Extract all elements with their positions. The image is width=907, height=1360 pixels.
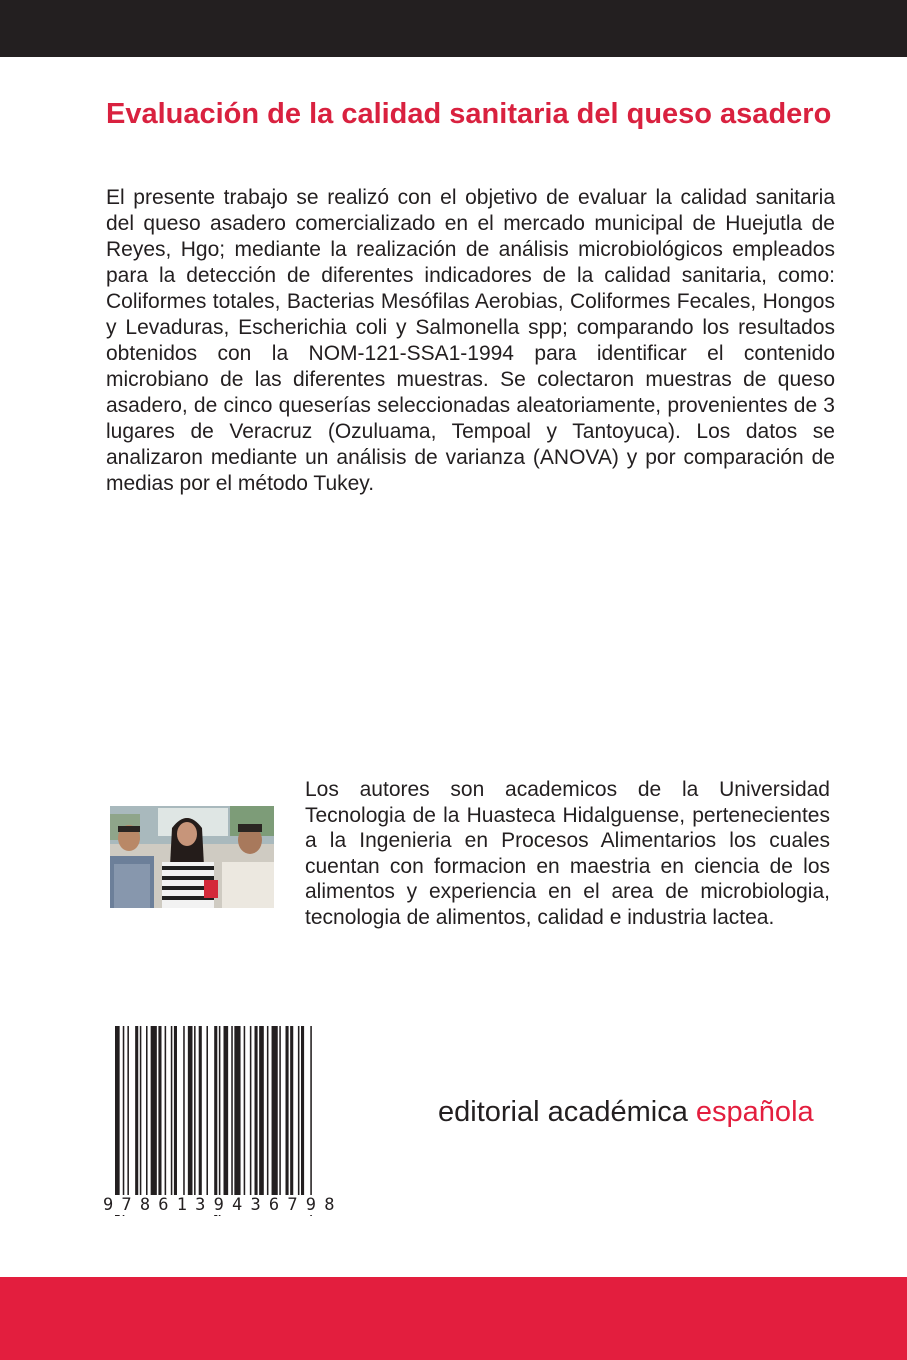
barcode-bar bbox=[135, 1026, 138, 1196]
barcode-bar bbox=[255, 1026, 258, 1196]
author-bio: Los autores son academicos de la Universidad Tecnologia de la Huasteca Hidalguense, pertenecientes a la Ingenieria en Procesos Alimentarios los cuales cuentan con formacion en maestria en ciencia de los alimentos y experiencia en el area de microbiologia, tecnologia de alimentos, calidad e industria lactea. bbox=[305, 778, 830, 929]
barcode-bar bbox=[231, 1026, 233, 1196]
book-title: Evaluación de la calidad sanitaria del queso asadero bbox=[106, 98, 832, 130]
authors-photo bbox=[110, 806, 274, 908]
book-abstract: El presente trabajo se realizó con el objetivo de evaluar la calidad sanitaria del queso asadero comercializado en el mercado municipal de Huejutla de Reyes, Hgo; mediante la realización de análisis microbiológicos empleados para la detección de diferentes indicadores de la calidad sanitaria, como: Coliformes totales, Bacterias Mesófilas Aerobias, Coliformes Fecales, Hongos y Levaduras, Escherichia coli y Salmonella spp; comparando los resultados obtenidos con la NOM-121-SSA1-1994 para identificar el contenido microbiano de las diferentes muestras. Se colectaron muestras de queso asadero, de cinco queserías seleccionadas aleatoriamente, provenientes de 3 lugares de Veracruz (Ozuluama, Tempoal y Tantoyuca). Los datos se analizaron mediante un análisis de varianza (ANOVA) y por comparación de medias por el método Tukey. bbox=[106, 186, 835, 495]
barcode-bar bbox=[151, 1026, 157, 1196]
barcode-bar bbox=[279, 1026, 281, 1196]
barcode-bar bbox=[140, 1026, 142, 1196]
barcode-bar bbox=[301, 1026, 304, 1196]
barcode-bar bbox=[146, 1026, 148, 1196]
isbn-number: 9786139436798 bbox=[103, 1195, 407, 1215]
barcode-bar bbox=[127, 1026, 129, 1196]
barcode-bar bbox=[214, 1026, 217, 1216]
barcode-bar bbox=[194, 1026, 196, 1196]
barcode-bar bbox=[224, 1026, 229, 1196]
barcode-bar bbox=[115, 1026, 120, 1216]
publisher-name: editorial académica bbox=[438, 1096, 696, 1128]
barcode-bar bbox=[158, 1026, 161, 1196]
barcode-bar bbox=[174, 1026, 177, 1196]
barcode-bar bbox=[272, 1026, 278, 1196]
barcode-bar bbox=[244, 1026, 246, 1196]
barcode-bar bbox=[123, 1026, 125, 1216]
barcode-bar bbox=[171, 1026, 173, 1196]
publisher-name-accent: española bbox=[695, 1096, 814, 1128]
barcode-bar bbox=[259, 1026, 264, 1196]
barcode-bar bbox=[250, 1026, 252, 1196]
barcode-bar bbox=[298, 1026, 300, 1196]
bottom-band bbox=[0, 1277, 907, 1360]
barcode-bar bbox=[267, 1026, 269, 1196]
publisher-logo bbox=[438, 1094, 814, 1130]
barcode-bar bbox=[290, 1026, 293, 1196]
barcode-bar bbox=[183, 1026, 185, 1196]
barcode-bar bbox=[219, 1026, 221, 1216]
barcode-bar bbox=[310, 1026, 312, 1216]
barcode-bar bbox=[199, 1026, 202, 1196]
isbn-barcode bbox=[103, 1026, 418, 1216]
barcode-bar bbox=[188, 1026, 193, 1196]
barcode-bar bbox=[206, 1026, 208, 1196]
barcode-bar bbox=[165, 1026, 167, 1196]
top-band bbox=[0, 0, 907, 57]
barcode-bar bbox=[286, 1026, 289, 1196]
barcode-bar bbox=[234, 1026, 240, 1196]
